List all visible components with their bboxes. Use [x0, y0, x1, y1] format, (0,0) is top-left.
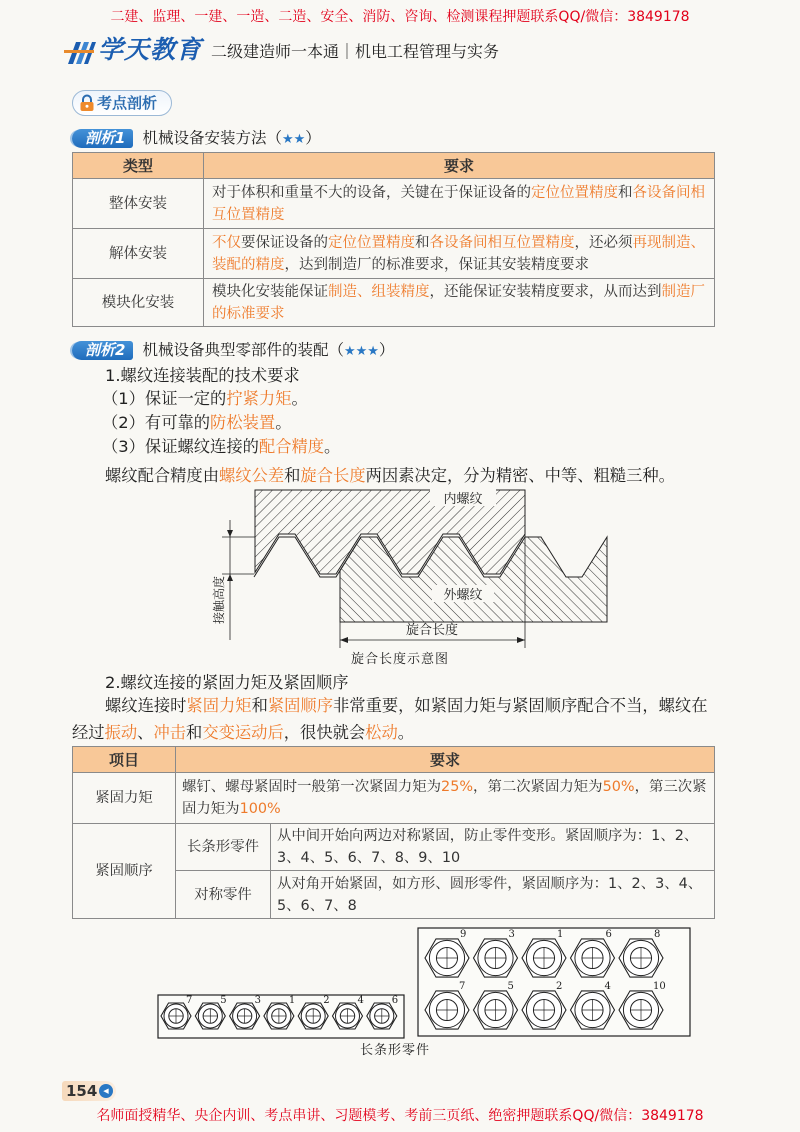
- text-segment: 、: [137, 723, 154, 742]
- method-requirement-cell: [204, 229, 715, 279]
- bolt-sequence-number: 1: [288, 995, 296, 1006]
- dimension-arrow: [227, 530, 233, 537]
- highlight-text: 各设备间相互位置精度: [429, 234, 575, 251]
- requirement-item: [102, 435, 340, 459]
- brand-logo-icon-graphic: [64, 38, 96, 66]
- method-type-cell: 解体安装: [73, 229, 204, 279]
- subsection2-title: 2.螺纹连接的紧固力矩及紧固顺序: [105, 673, 349, 692]
- text-segment: ，达到制造厂的标准要求，保证其安装精度要求: [284, 256, 589, 273]
- highlight-text: 拧紧力矩: [226, 389, 292, 408]
- subsection1-title: 1.螺纹连接装配的技术要求: [105, 366, 300, 385]
- requirement-item: [102, 387, 308, 411]
- part-type-cell: 长条形零件: [176, 824, 271, 871]
- analysis2-tag: 剖析2: [72, 341, 133, 360]
- bolt-sequence-number: 6: [391, 995, 399, 1006]
- highlight-text: 50%: [602, 779, 635, 795]
- highlight-text: 旋合长度: [300, 466, 366, 485]
- text-segment: 对于体积和重量不大的设备，关键在于保证设备的: [212, 184, 531, 201]
- inner-thread-label: 内螺纹: [443, 492, 483, 507]
- text-segment: 模块化安装能保证: [212, 283, 328, 300]
- text-segment: 和: [251, 696, 268, 715]
- text-segment: 螺钉、螺母紧固时一般第一次紧固力矩为: [182, 779, 442, 795]
- text-segment: 螺纹连接时: [105, 696, 187, 715]
- text-segment: ，还能保证安装精度要求，从而达到: [429, 283, 662, 300]
- highlight-text: 定位位置精度: [531, 184, 618, 201]
- thread-diagram-caption: 旋合长度示意图: [350, 652, 449, 667]
- text-segment: ，第二次紧固力矩为: [473, 779, 603, 795]
- column-header-requirement: 要求: [176, 747, 715, 773]
- method-requirement-cell: [204, 279, 715, 327]
- text-segment: 和: [186, 723, 203, 742]
- engagement-length-label: 旋合长度: [405, 623, 459, 638]
- table-header-row: [73, 153, 715, 179]
- highlight-text: 制造、组装精度: [328, 283, 430, 300]
- highlight-text: 各设备间相互位置精度: [212, 184, 705, 223]
- highlight-text: 松动: [365, 723, 398, 742]
- text-segment: 要保证设备的: [241, 234, 328, 251]
- brand-logo-icon: [64, 38, 96, 66]
- contact-height-label: 接触高度: [212, 575, 226, 625]
- highlight-text: 螺纹公差: [218, 466, 285, 485]
- text-segment: 。: [275, 413, 292, 432]
- sequence-label-cell: 紧固顺序: [73, 824, 176, 919]
- outer-thread-label: 外螺纹: [443, 588, 483, 603]
- text-segment: 。: [324, 437, 341, 456]
- analysis1-title-close: ）: [305, 129, 321, 147]
- bolt-sequence-number: 1: [557, 929, 564, 940]
- thread-engagement-diagram: [200, 484, 620, 654]
- page-arrow-icon: ◀: [99, 1084, 113, 1098]
- text-segment: 。: [291, 389, 308, 408]
- table-row: [73, 773, 715, 824]
- strip-figure-caption: 长条形零件: [359, 1043, 430, 1058]
- part-type-cell: 对称零件: [176, 871, 271, 919]
- method-type-cell: 模块化安装: [73, 279, 204, 327]
- analysis1-title: [142, 129, 320, 149]
- bolt-sequence-number: 5: [507, 981, 514, 992]
- analysis2-stars: ★★★: [343, 344, 379, 359]
- highlight-text: 制造厂的标准要求: [212, 283, 705, 322]
- bolt-sequence-number: 2: [556, 981, 563, 992]
- analysis2-heading: [72, 341, 394, 361]
- bolt-sequence-number: 4: [604, 981, 611, 992]
- analysis1-tag: 剖析1: [72, 129, 133, 148]
- method-requirement-cell: [204, 179, 715, 229]
- sequence-requirement-cell: 从对角开始紧固，如方形、圆形零件，紧固顺序为：1、2、3、4、5、6、7、8: [271, 871, 715, 919]
- text-segment: （1）保证一定的: [102, 389, 227, 408]
- highlight-text: 冲击: [153, 723, 187, 742]
- text-segment: ，很快就会: [283, 723, 366, 742]
- column-header-requirement: 要求: [204, 153, 715, 179]
- page-number-tab: [62, 1081, 116, 1101]
- text-segment: 非常重要，如紧固力矩与紧固顺序配合不当，螺纹在经过: [72, 696, 708, 742]
- bolt-sequence-number: 3: [254, 995, 261, 1006]
- torque-label-cell: 紧固力矩: [73, 773, 176, 824]
- highlight-text: 配合精度: [258, 437, 325, 456]
- analysis1-title-text: 机械设备安装方法（: [142, 129, 282, 147]
- highlight-text: 100%: [239, 801, 281, 817]
- analysis2-title-close: ）: [378, 341, 395, 359]
- text-segment: （2）有可靠的: [102, 413, 211, 432]
- sequence-requirement-cell: 从中间开始向两边对称紧固，防止零件变形。紧固顺序为：1、2、3、4、5、6、7、8、9、10: [271, 824, 715, 871]
- highlight-text: 定位位置精度: [328, 234, 415, 251]
- fastening-table: [72, 746, 715, 919]
- highlight-text: 交变运动后: [202, 723, 284, 742]
- highlight-text: 不仅: [212, 234, 241, 251]
- bolt-sequence-number: 10: [653, 981, 666, 992]
- installation-methods-table: [72, 152, 715, 327]
- bolt-sequence-number: 6: [605, 929, 612, 940]
- dimension-arrow: [517, 637, 525, 643]
- text-segment: 和: [415, 234, 430, 251]
- bottom-promo-banner: 名师面授精华、央企内训、考点串讲、习题模考、考前三页纸、绝密押题联系QQ/微信：3849178: [96, 1108, 704, 1124]
- analysis2-title-text: 机械设备典型零部件的装配（: [142, 341, 344, 359]
- page-number: 154: [66, 1082, 98, 1100]
- highlight-text: 紧固顺序: [267, 696, 333, 715]
- table-header-row: [73, 747, 715, 773]
- section-badge-label: 考点剖析: [97, 94, 158, 112]
- analysis2-title: [142, 341, 394, 361]
- section-badge: [72, 90, 172, 116]
- highlight-text: 再现制造、装配的精度: [212, 234, 705, 273]
- bolt-sequence-figures: [150, 924, 700, 1044]
- table-row: [73, 824, 715, 871]
- text-segment: 。: [397, 723, 415, 742]
- column-header-type: 类型: [73, 153, 204, 179]
- dimension-arrow: [340, 637, 348, 643]
- table-row: [73, 279, 715, 327]
- text-segment: （3）保证螺纹连接的: [102, 437, 259, 456]
- dimension-arrow: [227, 574, 233, 581]
- lock-icon: [78, 94, 96, 112]
- text-segment: 螺纹配合精度由: [105, 466, 219, 485]
- analysis1-heading: [72, 129, 321, 149]
- brand-name: 学天教育: [98, 35, 203, 64]
- analysis1-stars: ★★: [281, 132, 306, 147]
- bolt-sequence-number: 2: [323, 995, 330, 1006]
- highlight-text: 振动: [104, 723, 138, 742]
- highlight-text: 防松装置: [210, 413, 276, 432]
- highlight-text: 25%: [441, 779, 474, 795]
- column-header-item: 项目: [73, 747, 176, 773]
- text-segment: 两因素决定，分为精密、中等、粗糙三种。: [365, 466, 675, 485]
- highlight-text: 紧固力矩: [186, 696, 252, 715]
- text-segment: ，还必须: [574, 234, 633, 251]
- table-row: [73, 229, 715, 279]
- book-subtitle: 二级建造师一本通｜机电工程管理与实务: [211, 42, 500, 61]
- bolt-sequence-number: 3: [508, 929, 515, 940]
- text-segment: 和: [618, 184, 633, 201]
- bolt-sequence-number: 7: [459, 981, 466, 992]
- bolt-sequence-number: 8: [654, 929, 661, 940]
- method-type-cell: 整体安装: [73, 179, 204, 229]
- bolt-sequence-number: 9: [460, 929, 467, 940]
- text-segment: 和: [284, 466, 301, 485]
- table-row: [73, 179, 715, 229]
- requirement-item: [102, 411, 291, 435]
- bolt-sequence-number: 7: [186, 995, 193, 1006]
- bolt-sequence-number: 4: [357, 995, 364, 1006]
- torque-requirement-cell: [176, 773, 715, 824]
- fastening-paragraph: [72, 692, 714, 746]
- bolt-sequence-number: 5: [220, 995, 227, 1006]
- text-segment: ，第三次紧固力矩为: [182, 779, 707, 817]
- top-promo-banner: 二建、监理、一建、一造、二造、安全、消防、咨询、检测课程押题联系QQ/微信：3849178: [110, 9, 690, 25]
